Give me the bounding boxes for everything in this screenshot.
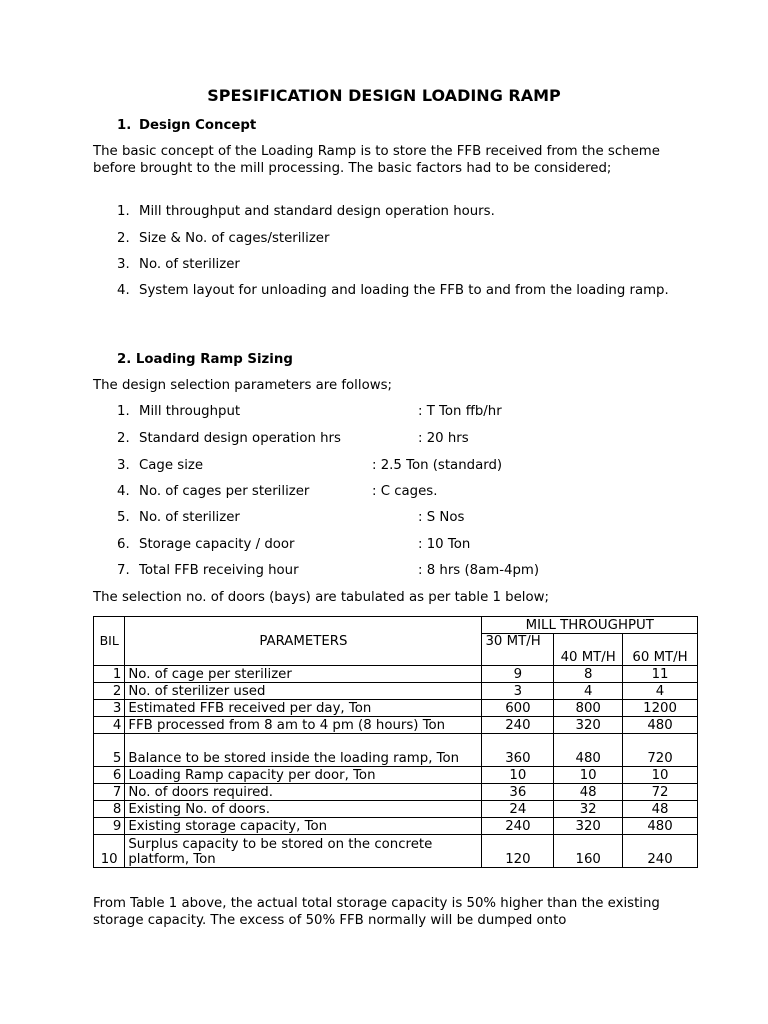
s1-item-1-num: 1. [117,204,130,219]
cell-value: 48 [554,784,623,801]
s2-item-2-value: : 20 hrs [418,431,469,446]
s2-item-4-label: No. of cages per sterilizer [139,484,310,499]
cell-bil: 10 [94,835,125,868]
cell-value: 720 [623,734,698,767]
cell-parameter: Existing storage capacity, Ton [125,818,482,835]
header-col-30: 30 MT/H [482,634,554,666]
cell-value: 120 [482,835,554,868]
cell-value: 48 [623,801,698,818]
cell-parameter: FFB processed from 8 am to 4 pm (8 hours) Ton [125,717,482,734]
header-bil: BIL [94,617,125,666]
cell-value: 480 [623,717,698,734]
cell-parameter: No. of cage per sterilizer [125,666,482,683]
s2-item-3-num: 3. [117,458,130,473]
header-col-40: 40 MT/H [554,634,623,666]
s2-item-5-num: 5. [117,510,130,525]
table-row [94,700,698,717]
cell-value: 800 [554,700,623,717]
cell-bil: 1 [94,666,125,683]
cell-value: 32 [554,801,623,818]
cell-value: 320 [554,818,623,835]
cell-value: 480 [554,734,623,767]
cell-value: 9 [482,666,554,683]
cell-parameter: Balance to be stored inside the loading ramp, Ton [125,734,482,767]
cell-value: 3 [482,683,554,700]
cell-value: 240 [623,835,698,868]
cell-value: 4 [623,683,698,700]
section2-heading: 2. Loading Ramp Sizing [117,352,293,367]
table-row [94,818,698,835]
cell-value: 8 [554,666,623,683]
cell-bil: 9 [94,818,125,835]
s1-item-2-text: Size & No. of cages/sterilizer [139,231,330,246]
cell-parameter: Estimated FFB received per day, Ton [125,700,482,717]
cell-bil: 6 [94,767,125,784]
s2-item-7-num: 7. [117,563,130,578]
cell-bil: 4 [94,717,125,734]
throughput-table [93,616,698,868]
table-row [94,734,698,767]
cell-value: 10 [482,767,554,784]
section2-intro: The design selection parameters are follows; [93,378,392,393]
header-parameters: PARAMETERS [125,617,482,666]
s2-item-1-num: 1. [117,404,130,419]
cell-parameter: No. of doors required. [125,784,482,801]
section1-intro: The basic concept of the Loading Ramp is to store the FFB received from the scheme before brought to the mill processing. The basic factors had to be considered; [93,144,660,176]
s2-item-3-label: Cage size [139,458,204,473]
s1-item-4-text: System layout for unloading and loading the FFB to and from the loading ramp. [139,283,669,298]
cell-parameter: Loading Ramp capacity per door, Ton [125,767,482,784]
s2-item-6-label: Storage capacity / door [139,537,295,552]
s1-item-4-num: 4. [117,283,130,298]
cell-bil: 2 [94,683,125,700]
s2-item-1-value: : T Ton ffb/hr [418,404,502,419]
closing-paragraph: From Table 1 above, the actual total storage capacity is 50% higher than the existing storage capacity. The excess of 50% FFB normally will be dumped onto [93,896,660,928]
s2-item-6-value: : 10 Ton [418,537,471,552]
s1-item-3-text: No. of sterilizer [139,257,240,272]
s2-item-3-value: : 2.5 Ton (standard) [372,458,503,473]
cell-parameter: Existing No. of doors. [125,801,482,818]
s1-item-2-num: 2. [117,231,130,246]
table-row [94,666,698,683]
page-title: SPESIFICATION DESIGN LOADING RAMP [207,86,561,105]
cell-value: 160 [554,835,623,868]
table-row [94,835,698,868]
s2-item-5-value: : S Nos [418,510,465,525]
cell-bil: 7 [94,784,125,801]
s2-item-6-num: 6. [117,537,130,552]
s2-item-4-value: : C cages. [372,484,438,499]
cell-value: 11 [623,666,698,683]
cell-bil: 3 [94,700,125,717]
s2-item-5-label: No. of sterilizer [139,510,240,525]
cell-parameter: No. of sterilizer used [125,683,482,700]
s1-item-1-text: Mill throughput and standard design operation hours. [139,204,495,219]
cell-value: 10 [554,767,623,784]
s2-item-7-value: : 8 hrs (8am-4pm) [418,563,540,578]
s2-item-2-num: 2. [117,431,130,446]
s2-item-4-num: 4. [117,484,130,499]
table-row [94,683,698,700]
s2-item-7-label: Total FFB receiving hour [139,563,299,578]
header-col-60: 60 MT/H [623,634,698,666]
section1-heading: Design Concept [139,118,257,133]
s1-item-3-num: 3. [117,257,130,272]
cell-value: 320 [554,717,623,734]
cell-value: 240 [482,818,554,835]
cell-value: 72 [623,784,698,801]
cell-value: 240 [482,717,554,734]
table-row [94,717,698,734]
table-row [94,784,698,801]
cell-value: 1200 [623,700,698,717]
cell-bil: 5 [94,734,125,767]
cell-bil: 8 [94,801,125,818]
s2-item-1-label: Mill throughput [139,404,241,419]
section1-number: 1. [117,118,132,133]
cell-value: 36 [482,784,554,801]
cell-value: 480 [623,818,698,835]
cell-value: 600 [482,700,554,717]
cell-value: 360 [482,734,554,767]
cell-parameter: Surplus capacity to be stored on the concrete platform, Ton [125,835,482,868]
cell-value: 4 [554,683,623,700]
s2-item-2-label: Standard design operation hrs [139,431,341,446]
cell-value: 24 [482,801,554,818]
header-mill-throughput: MILL THROUGHPUT [482,617,698,634]
table-row [94,767,698,784]
cell-value: 10 [623,767,698,784]
table-row [94,801,698,818]
table-intro: The selection no. of doors (bays) are tabulated as per table 1 below; [93,590,549,605]
